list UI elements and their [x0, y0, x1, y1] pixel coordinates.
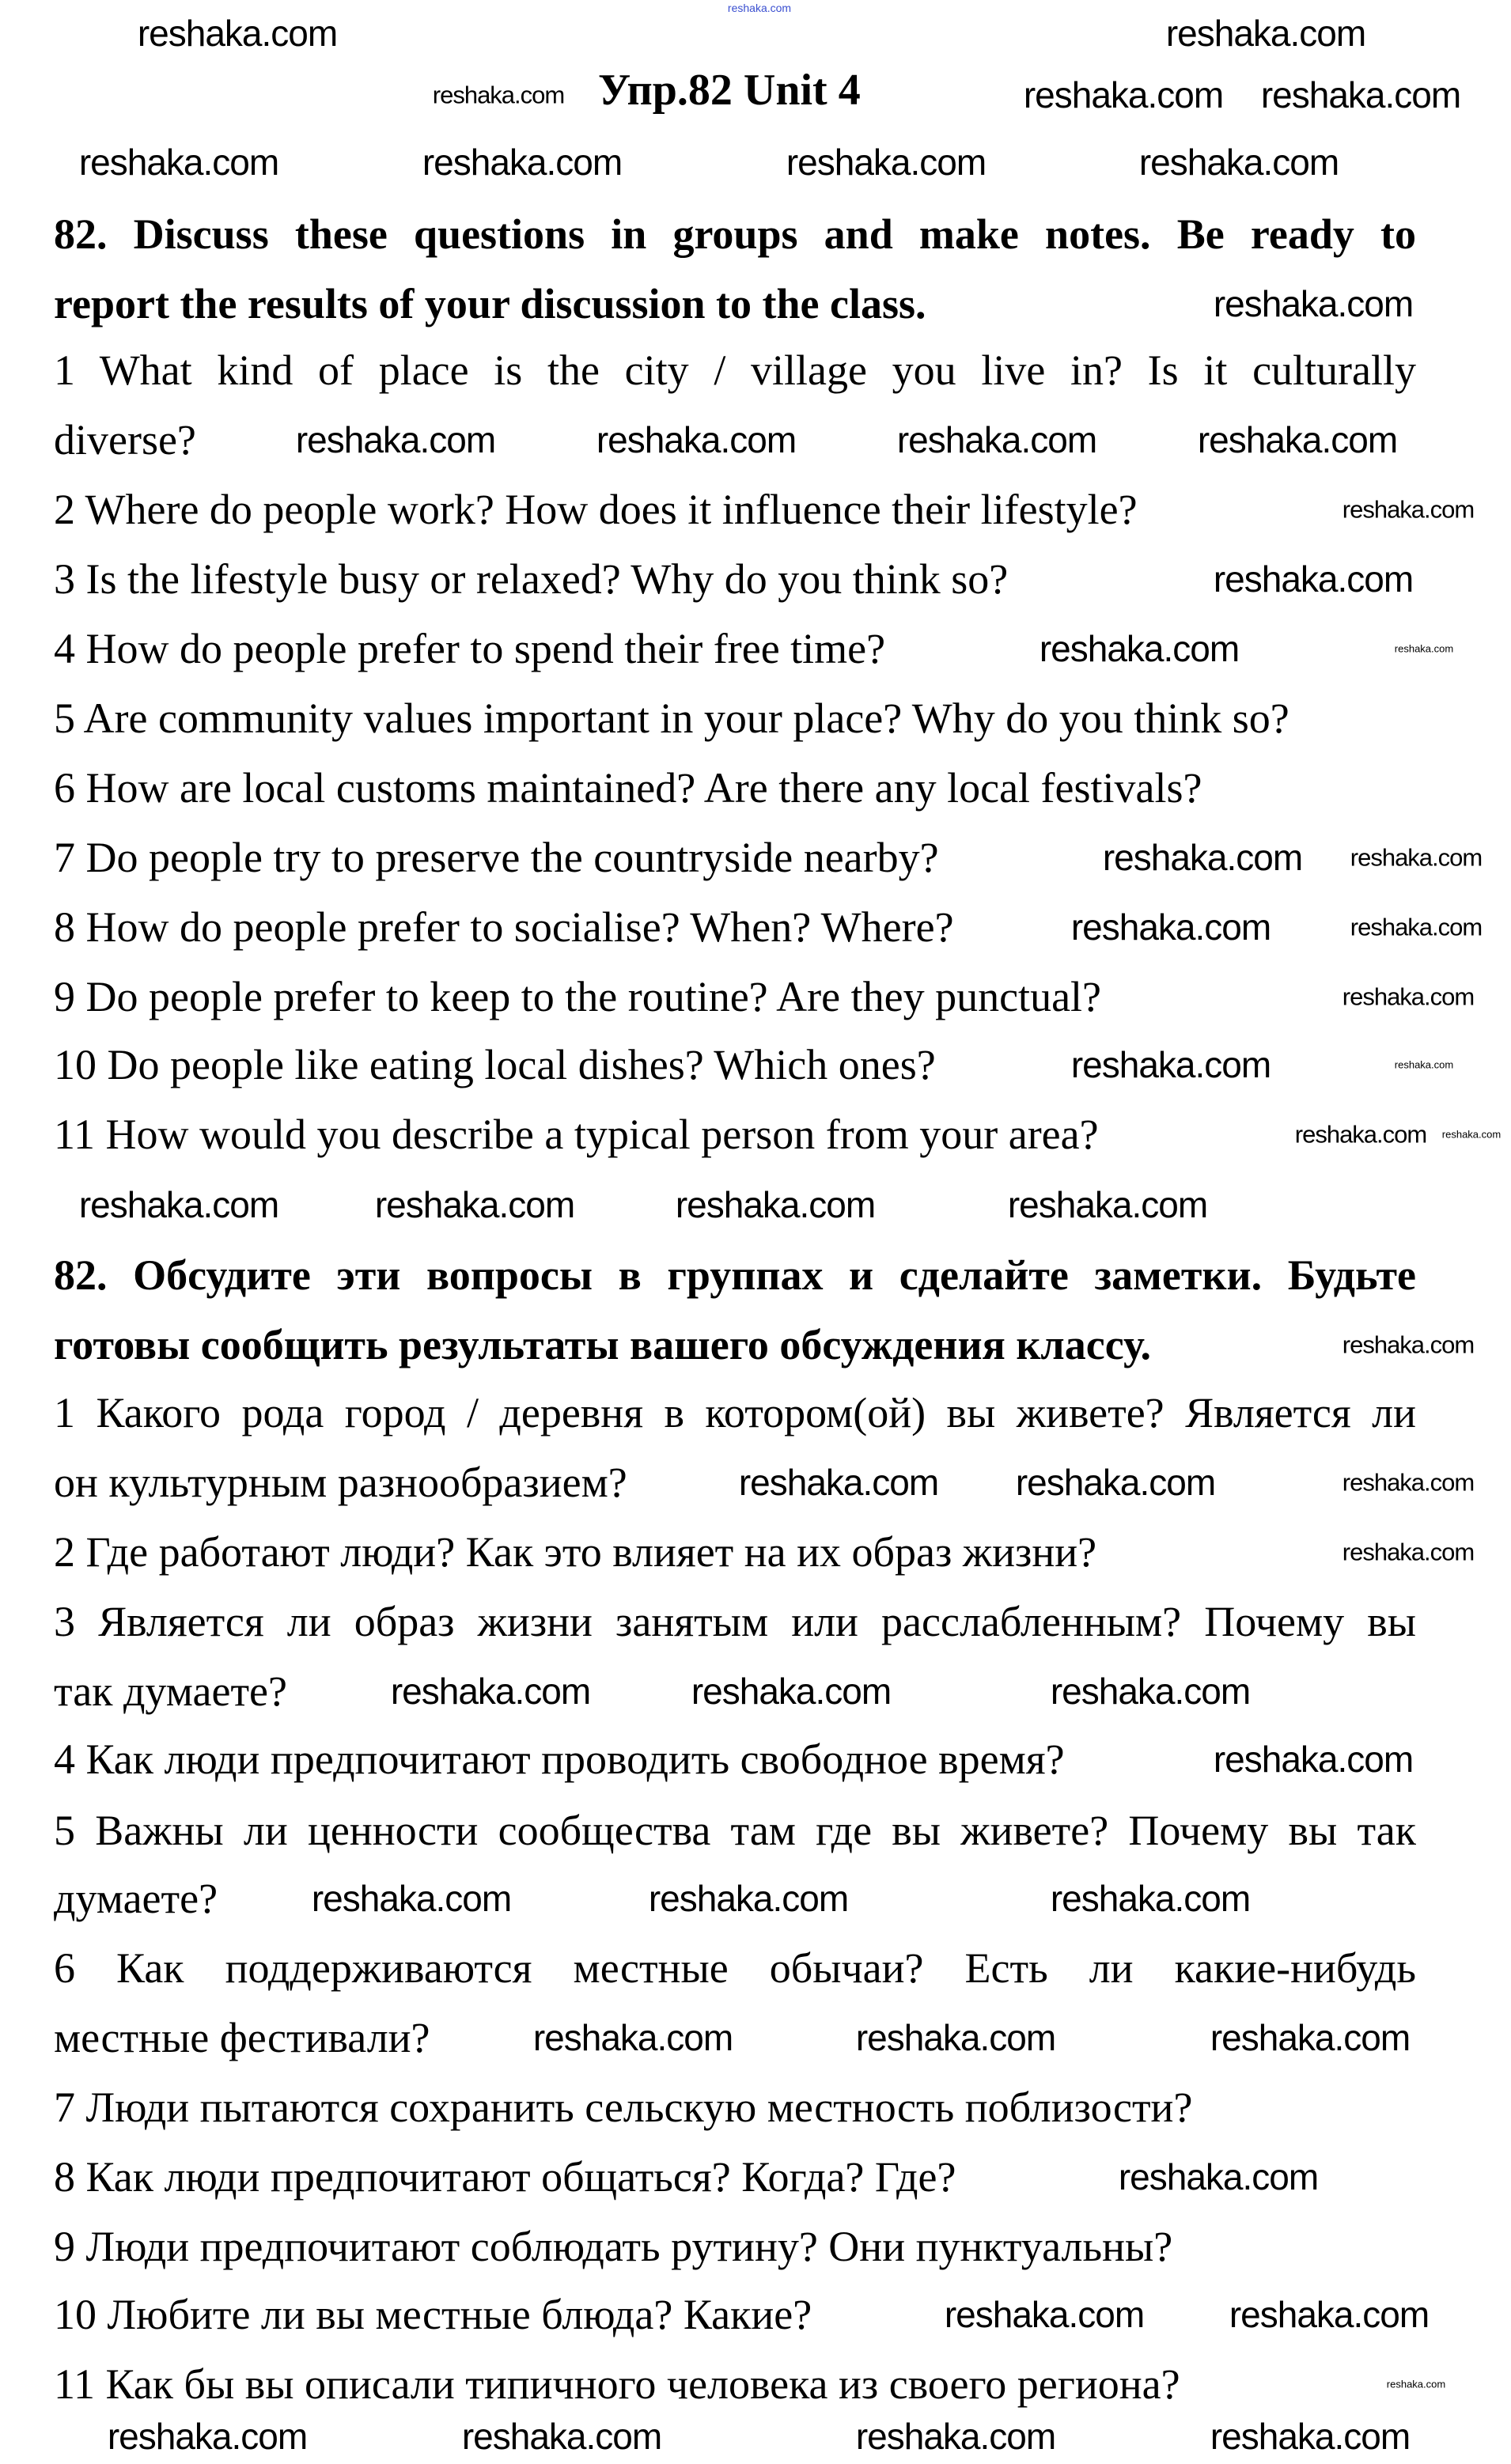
exercise-heading-en: 82. Discuss these questions in groups and make notes. Be ready to: [54, 210, 1416, 258]
watermark: reshaka.com: [78, 1184, 279, 1225]
question-ru: 7 Люди пытаются сохранить сельскую местность поблизости?: [54, 2084, 1193, 2131]
watermark: reshaka.com: [1342, 1538, 1475, 1566]
question-en: 2 Where do people work? How does it influence their lifestyle?: [54, 486, 1138, 533]
watermark: reshaka.com: [1070, 906, 1271, 948]
watermark: reshaka.com: [675, 1184, 876, 1225]
watermark: reshaka.com: [1229, 2294, 1430, 2335]
watermark: reshaka.com: [1210, 2017, 1411, 2058]
question-en: diverse?: [54, 416, 196, 464]
watermark: reshaka.com: [1342, 982, 1475, 1011]
watermark: reshaka.com: [1394, 1058, 1454, 1071]
watermark: reshaka.com: [1210, 2416, 1411, 2457]
watermark: reshaka.com: [1386, 2378, 1446, 2390]
watermark: reshaka.com: [78, 142, 279, 183]
question-ru: 8 Как люди предпочитают общаться? Когда? Где?: [54, 2153, 956, 2201]
watermark: reshaka.com: [1441, 1128, 1502, 1141]
watermark: reshaka.com: [786, 142, 987, 183]
question-ru: 6 Как поддерживаются местные обычаи? Есть ли какие-нибудь: [54, 1944, 1416, 1992]
question-en: 8 How do people prefer to socialise? When? Where?: [54, 903, 954, 951]
watermark: reshaka.com: [107, 2416, 308, 2457]
watermark: reshaka.com: [648, 1878, 849, 1919]
watermark: reshaka.com: [596, 419, 797, 460]
question-ru: так думаете?: [54, 1667, 287, 1715]
watermark: reshaka.com: [1050, 1671, 1251, 1712]
exercise-heading-ru: 82. Обсудите эти вопросы в группах и сделайте заметки. Будьте: [54, 1251, 1416, 1299]
watermark: reshaka.com: [1213, 1739, 1414, 1780]
question-ru: 10 Любите ли вы местные блюда? Какие?: [54, 2291, 812, 2338]
question-en: 11 How would you describe a typical person from your area?: [54, 1111, 1099, 1158]
watermark: reshaka.com: [727, 2, 792, 14]
watermark: reshaka.com: [738, 1462, 939, 1503]
question-en: 4 How do people prefer to spend their free time?: [54, 625, 886, 672]
watermark: reshaka.com: [1138, 142, 1339, 183]
question-en: 6 How are local customs maintained? Are there any local festivals?: [54, 764, 1202, 812]
watermark: reshaka.com: [390, 1671, 591, 1712]
watermark: reshaka.com: [432, 81, 565, 109]
question-ru: 9 Люди предпочитают соблюдать рутину? Они пунктуальны?: [54, 2223, 1173, 2270]
question-en: 9 Do people prefer to keep to the routine? Are they punctual?: [54, 973, 1102, 1020]
question-ru: 5 Важны ли ценности сообщества там где вы живете? Почему вы так: [54, 1807, 1416, 1854]
watermark: reshaka.com: [1213, 283, 1414, 324]
watermark: reshaka.com: [1394, 642, 1454, 655]
question-en: 3 Is the lifestyle busy or relaxed? Why do you think so?: [54, 555, 1009, 603]
watermark: reshaka.com: [461, 2416, 662, 2457]
watermark: reshaka.com: [1342, 495, 1475, 524]
question-ru: 3 Является ли образ жизни занятым или расслабленным? Почему вы: [54, 1598, 1416, 1645]
question-ru: он культурным разнообразием?: [54, 1459, 627, 1506]
question-ru: 2 Где работают люди? Как это влияет на их образ жизни?: [54, 1528, 1097, 1576]
question-ru: местные фестивали?: [54, 2014, 430, 2061]
question-ru: думаете?: [54, 1875, 218, 1922]
watermark: reshaka.com: [532, 2017, 733, 2058]
watermark: reshaka.com: [1342, 1330, 1475, 1359]
watermark: reshaka.com: [1342, 1468, 1475, 1497]
watermark: reshaka.com: [374, 1184, 575, 1225]
watermark: reshaka.com: [1039, 628, 1240, 669]
watermark: reshaka.com: [1260, 74, 1461, 115]
watermark: reshaka.com: [1015, 1462, 1216, 1503]
watermark: reshaka.com: [896, 419, 1097, 460]
question-en: 1 What kind of place is the city / village you live in? Is it culturally: [54, 346, 1416, 394]
exercise-heading-en: report the results of your discussion to the class.: [54, 280, 926, 327]
page-title: Упр.82 Unit 4: [598, 66, 861, 115]
watermark: reshaka.com: [137, 13, 338, 54]
question-en: 10 Do people like eating local dishes? Which ones?: [54, 1041, 936, 1088]
watermark: reshaka.com: [295, 419, 496, 460]
question-en: 5 Are community values important in your place? Why do you think so?: [54, 695, 1289, 742]
watermark: reshaka.com: [422, 142, 623, 183]
watermark: reshaka.com: [1350, 913, 1483, 941]
watermark: reshaka.com: [1294, 1120, 1427, 1149]
watermark: reshaka.com: [1007, 1184, 1208, 1225]
watermark: reshaka.com: [1070, 1044, 1271, 1085]
exercise-heading-ru: готовы сообщить результаты вашего обсуждения классу.: [54, 1321, 1152, 1368]
watermark: reshaka.com: [1050, 1878, 1251, 1919]
watermark: reshaka.com: [1350, 843, 1483, 872]
watermark: reshaka.com: [855, 2416, 1056, 2457]
watermark: reshaka.com: [1102, 837, 1303, 878]
question-ru: 1 Какого рода город / деревня в котором(ой) вы живете? Является ли: [54, 1389, 1416, 1436]
watermark: reshaka.com: [855, 2017, 1056, 2058]
question-ru: 11 Как бы вы описали типичного человека из своего региона?: [54, 2360, 1180, 2408]
watermark: reshaka.com: [944, 2294, 1145, 2335]
watermark: reshaka.com: [1165, 13, 1366, 54]
watermark: reshaka.com: [1213, 558, 1414, 600]
watermark: reshaka.com: [1118, 2156, 1319, 2197]
watermark: reshaka.com: [311, 1878, 512, 1919]
watermark: reshaka.com: [691, 1671, 892, 1712]
question-ru: 4 Как люди предпочитают проводить свободное время?: [54, 1735, 1065, 1783]
question-en: 7 Do people try to preserve the countryside nearby?: [54, 834, 939, 881]
watermark: reshaka.com: [1197, 419, 1398, 460]
watermark: reshaka.com: [1023, 74, 1224, 115]
